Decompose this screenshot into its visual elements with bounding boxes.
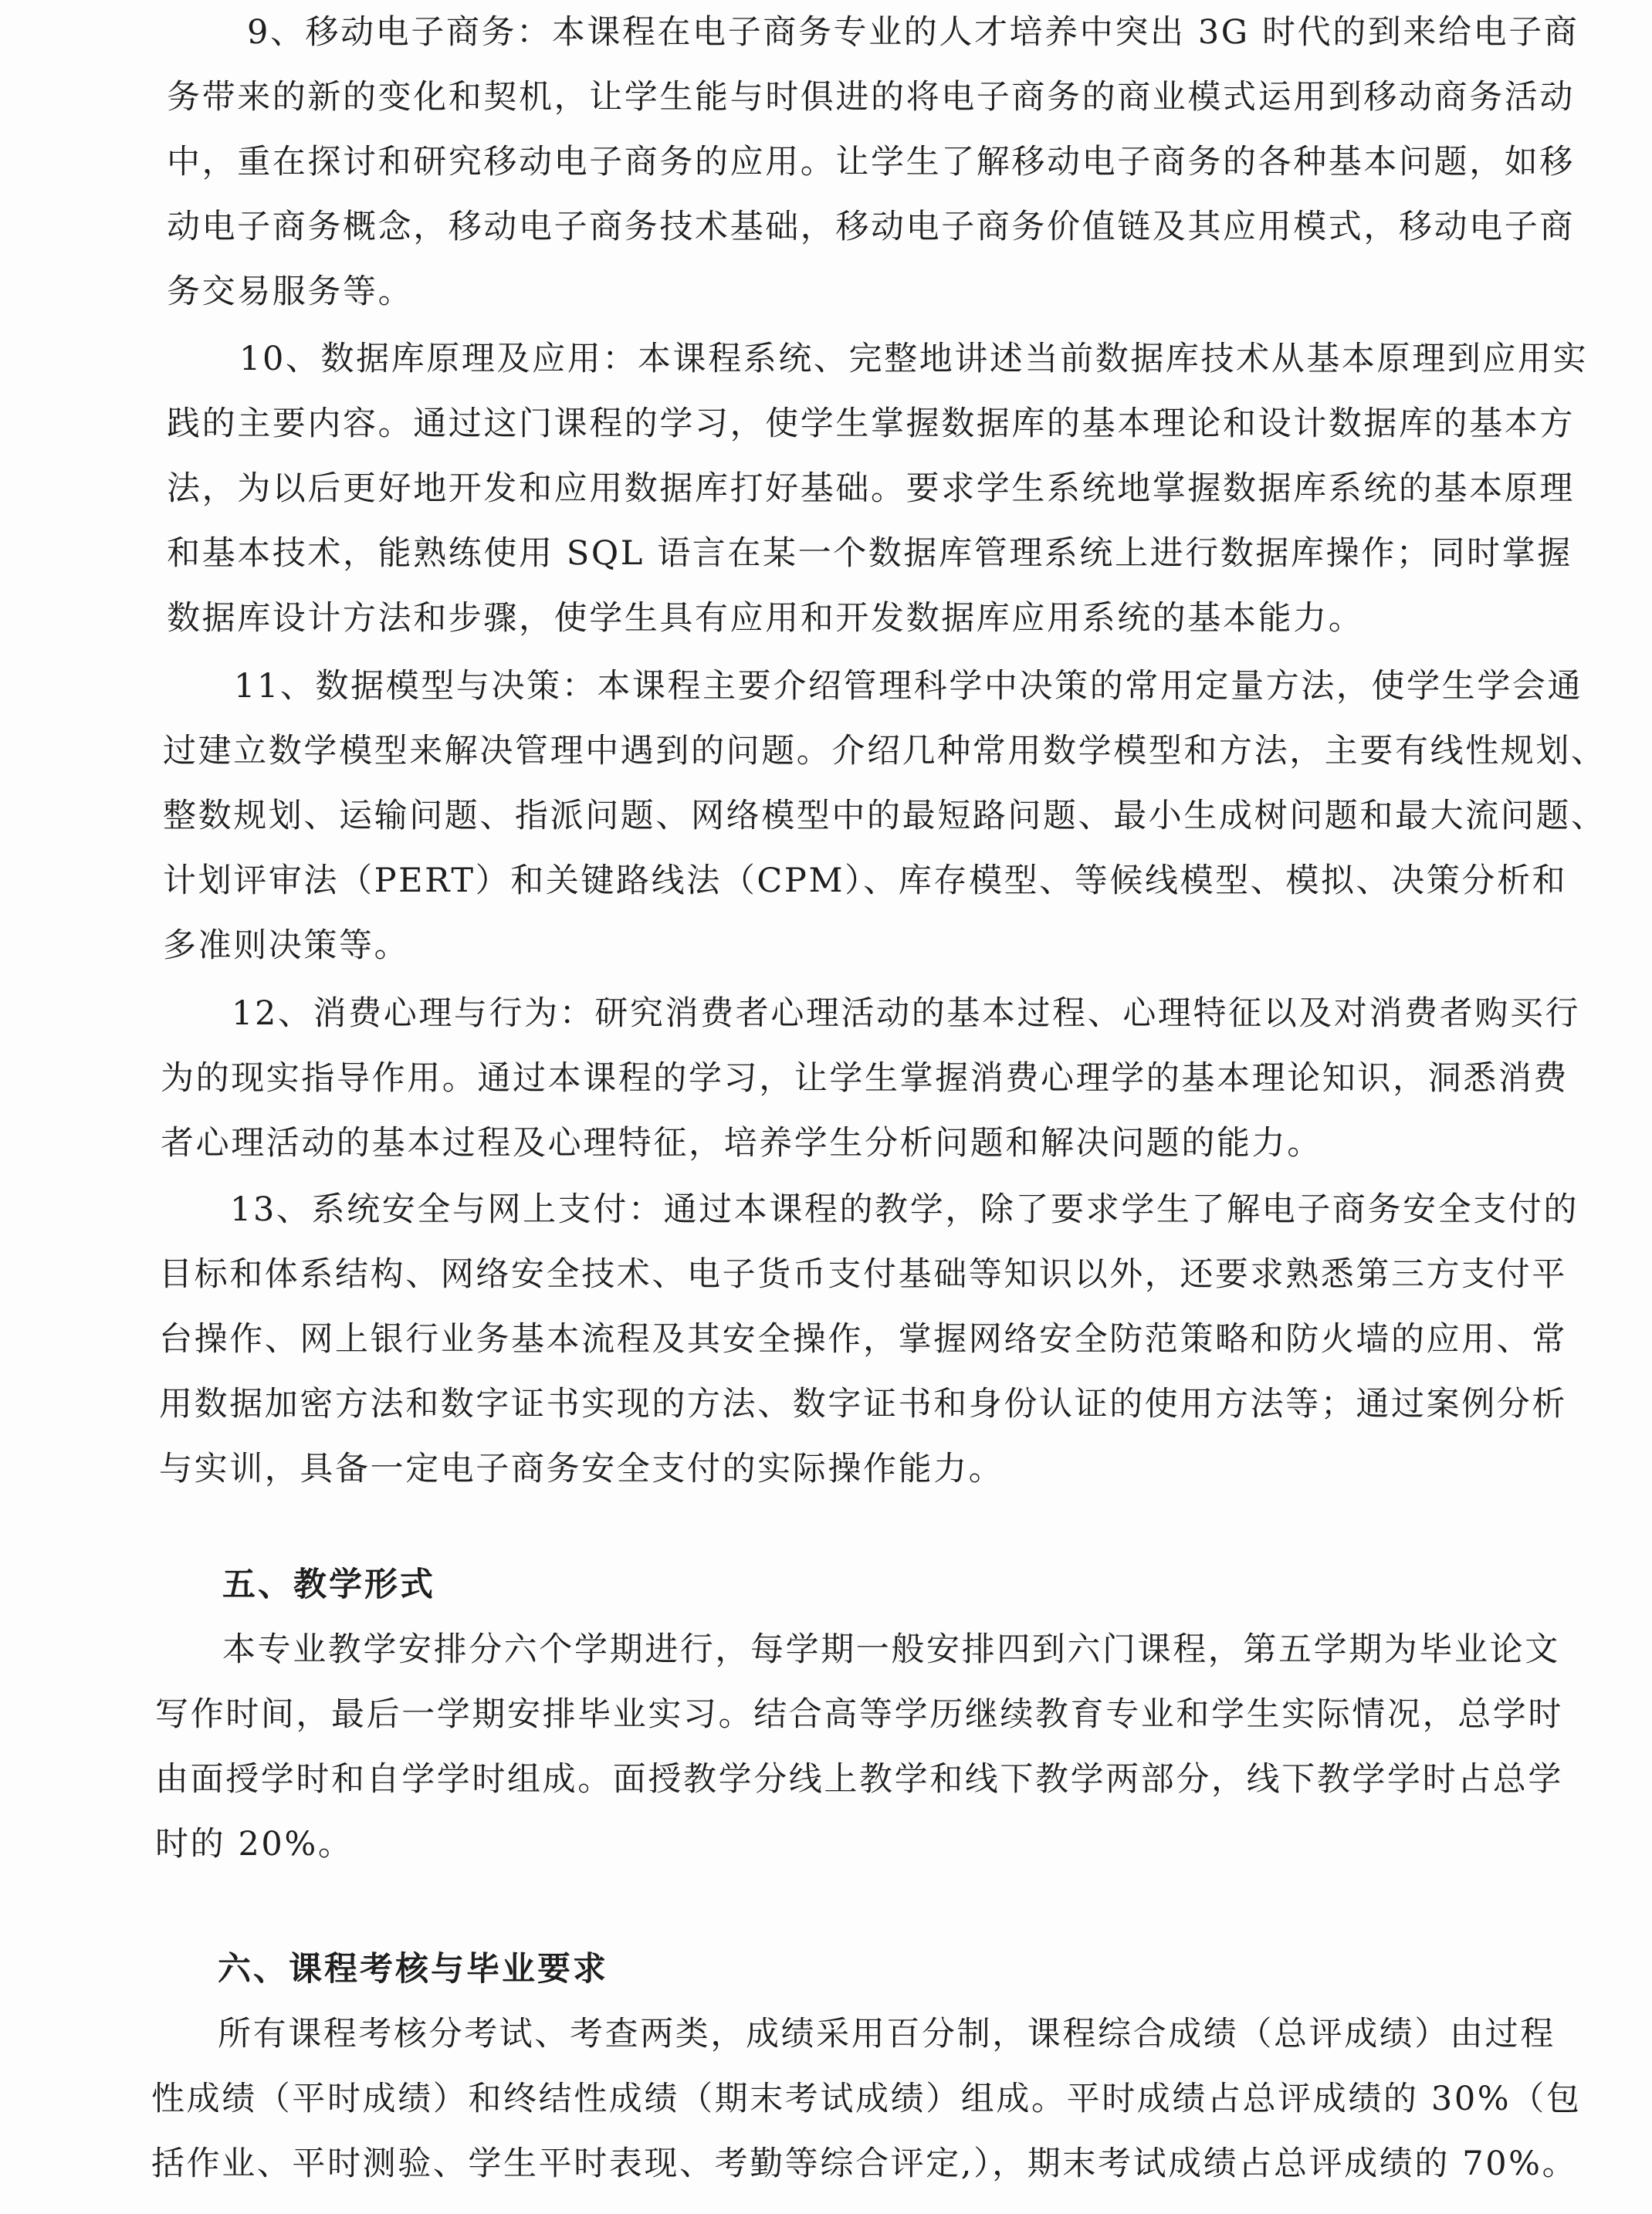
text-line: 13、系统安全与网上支付：通过本课程的教学，除了要求学生了解电子商务安全支付的 [230, 1190, 1579, 1229]
text-line: 时的 20%。 [155, 1825, 354, 1864]
text-line: 中，重在探讨和研究移动电子商务的应用。让学生了解移动电子商务的各种基本问题，如移 [167, 143, 1575, 181]
text-line: 为的现实指导作用。通过本课程的学习，让学生掌握消费心理学的基本理论知识，洞悉消费 [161, 1059, 1569, 1098]
text-line: 由面授学时和自学学时组成。面授教学分线上教学和线下教学两部分，线下教学学时占总学 [155, 1760, 1563, 1799]
text-line: 计划评审法（PERT）和关键路线法（CPM）、库存模型、等候线模型、模拟、决策分析和 [163, 862, 1568, 900]
text-line: 12、消费心理与行为：研究消费者心理活动的基本过程、心理特征以及对消费者购买行 [232, 994, 1581, 1033]
text-line: 整数规划、运输问题、指派问题、网络模型中的最短路问题、最小生成树问题和最大流问题、 [163, 797, 1606, 835]
text-line: 和基本技术，能熟练使用 SQL 语言在某一个数据库管理系统上进行数据库操作；同时掌握 [167, 534, 1572, 573]
text-line: 所有课程考核分考试、考查两类，成绩采用百分制，课程综合成绩（总评成绩）由过程 [218, 2015, 1556, 2053]
section-heading: 六、课程考核与毕业要求 [218, 1950, 608, 1989]
section-heading: 五、教学形式 [222, 1566, 435, 1604]
text-line: 台操作、网上银行业务基本流程及其安全操作，掌握网络安全防范策略和防火墙的应用、常 [159, 1320, 1567, 1359]
text-line: 过建立数学模型来解决管理中遇到的问题。介绍几种常用数学模型和方法，主要有线性规划、 [163, 732, 1606, 770]
text-line: 法，为以后更好地开发和应用数据库打好基础。要求学生系统地掌握数据库系统的基本原理 [167, 469, 1575, 508]
text-line: 写作时间，最后一学期安排毕业实习。结合高等学历继续教育专业和学生实际情况，总学时 [155, 1695, 1563, 1734]
text-line: 括作业、平时测验、学生平时表现、考勤等综合评定,），期末考试成绩占总评成绩的 70%。 [151, 2145, 1578, 2183]
text-line: 9、移动电子商务：本课程在电子商务专业的人才培养中突出 3G 时代的到来给电子商 [247, 13, 1579, 52]
text-line: 目标和体系结构、网络安全技术、电子货币支付基础等知识以外，还要求熟悉第三方支付平 [159, 1255, 1567, 1294]
text-line: 数据库设计方法和步骤，使学生具有应用和开发数据库应用系统的基本能力。 [167, 599, 1364, 638]
text-line: 本专业教学安排分六个学期进行，每学期一般安排四到六门课程，第五学期为毕业论文 [222, 1630, 1560, 1669]
text-line: 与实训，具备一定电子商务安全支付的实际操作能力。 [159, 1450, 1004, 1488]
text-line: 多准则决策等。 [163, 926, 410, 965]
text-line: 11、数据模型与决策：本课程主要介绍管理科学中决策的常用定量方法，使学生学会通 [234, 667, 1583, 706]
text-line: 者心理活动的基本过程及心理特征，培养学生分析问题和解决问题的能力。 [161, 1124, 1322, 1163]
text-line: 践的主要内容。通过这门课程的学习，使学生掌握数据库的基本理论和设计数据库的基本方 [167, 405, 1575, 443]
text-line: 务带来的新的变化和契机，让学生能与时俱进的将电子商务的商业模式运用到移动商务活动 [167, 78, 1575, 117]
text-line: 性成绩（平时成绩）和终结性成绩（期末考试成绩）组成。平时成绩占总评成绩的 30%（包 [151, 2080, 1582, 2118]
text-line: 用数据加密方法和数字证书实现的方法、数字证书和身份认证的使用方法等；通过案例分析 [159, 1385, 1567, 1424]
text-line: 动电子商务概念，移动电子商务技术基础，移动电子商务价值链及其应用模式，移动电子商 [167, 208, 1575, 246]
text-line: 务交易服务等。 [167, 273, 414, 311]
text-line: 10、数据库原理及应用：本课程系统、完整地讲述当前数据库技术从基本原理到应用实 [239, 340, 1589, 378]
